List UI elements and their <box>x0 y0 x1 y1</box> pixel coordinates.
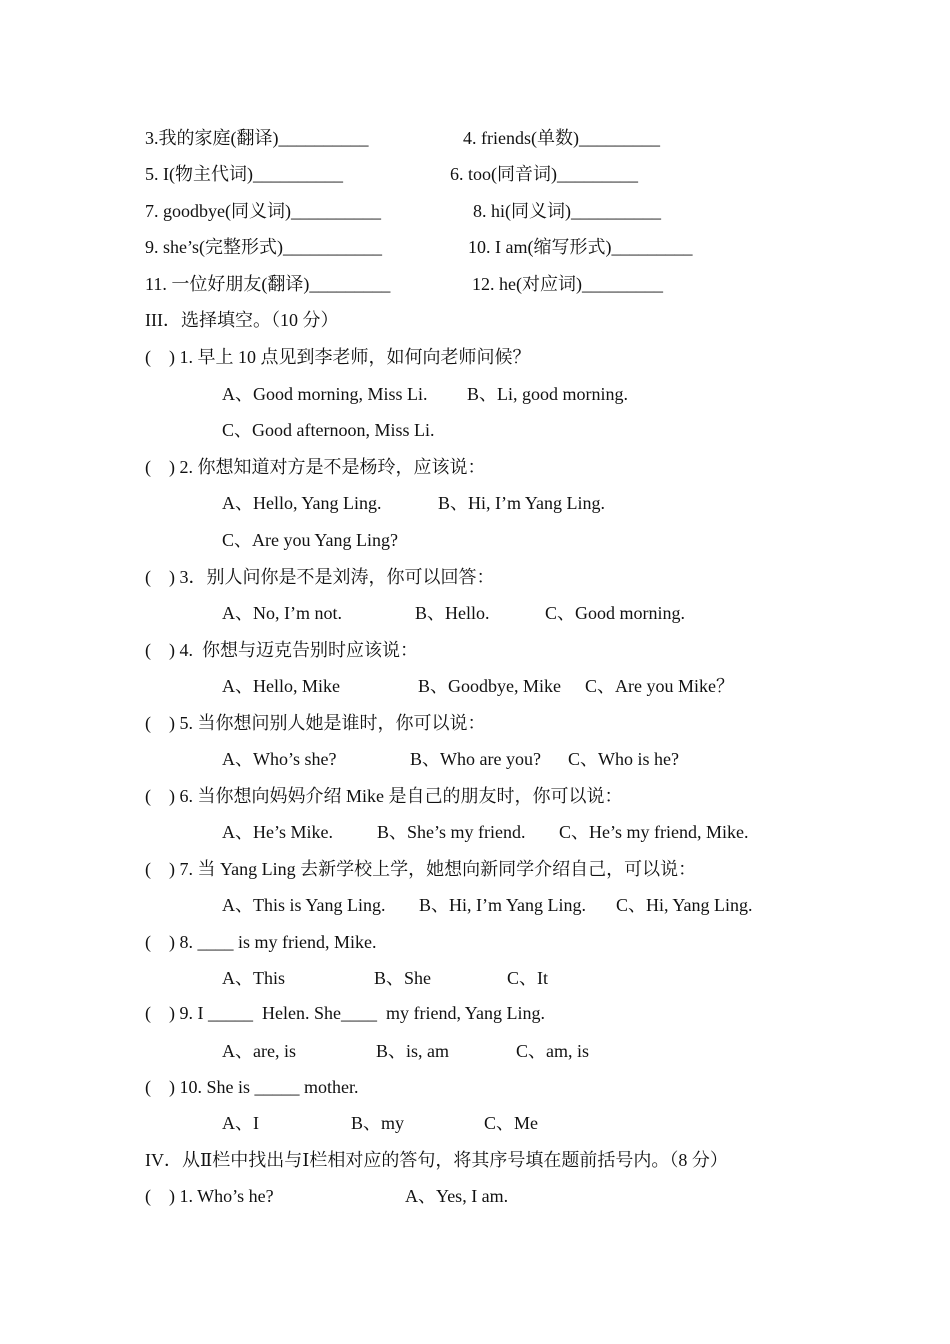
q6-option-c: C、He’s my friend, Mike. <box>559 822 749 842</box>
section-4-heading: IV．从Ⅱ栏中找出与Ⅰ栏相对应的答句，将其序号填在题前括号内。（8 分） <box>145 1150 728 1170</box>
q9-option-c: C、am, is <box>516 1041 590 1061</box>
q6-option-b: B、She’s my friend. <box>377 822 526 842</box>
section-3-heading: III．选择填空。（10 分） <box>145 310 339 330</box>
q6-option-a: A、He’s Mike. <box>222 822 333 842</box>
question-2: ( ) 2. 你想知道对方是不是杨玲，应该说： <box>145 457 486 477</box>
vocab-item-3: 3.我的家庭(翻译)__________ <box>145 128 369 148</box>
q7-option-c: C、Hi, Yang Ling. <box>616 895 753 915</box>
question-4: ( ) 4. 你想与迈克告别时应该说： <box>145 640 418 660</box>
q7-option-b: B、Hi, I’m Yang Ling. <box>419 895 587 915</box>
question-7: ( ) 7. 当 Yang Ling 去新学校上学，她想向新同学介绍自己，可以说： <box>145 859 697 879</box>
vocab-item-9: 9. she’s(完整形式)___________ <box>145 237 382 257</box>
matching-item-1: ( ) 1. Who’s he? <box>145 1186 274 1206</box>
q1-option-b: B、Li, good morning. <box>467 384 628 404</box>
q10-option-c: C、Me <box>484 1113 538 1133</box>
q8-option-a: A、This <box>222 968 285 988</box>
q3-option-c: C、Good morning. <box>545 603 686 623</box>
vocab-item-7: 7. goodbye(同义词)__________ <box>145 201 381 221</box>
q5-option-b: B、Who are you? <box>410 749 541 769</box>
q8-option-c: C、It <box>507 968 549 988</box>
vocab-item-12: 12. he(对应词)_________ <box>472 274 663 294</box>
question-10: ( ) 10. She is _____ mother. <box>145 1077 359 1097</box>
q1-option-c: C、Good afternoon, Miss Li. <box>222 420 435 440</box>
question-3: ( ) 3．别人问你是不是刘涛，你可以回答： <box>145 567 495 587</box>
question-9: ( ) 9. I _____ Helen. She____ my friend, Yang Ling. <box>145 1003 545 1023</box>
vocab-item-10: 10. I am(缩写形式)_________ <box>468 237 693 257</box>
vocab-item-5: 5. I(物主代词)__________ <box>145 164 343 184</box>
q2-option-a: A、Hello, Yang Ling. <box>222 493 382 513</box>
q7-option-a: A、This is Yang Ling. <box>222 895 386 915</box>
q5-option-a: A、Who’s she? <box>222 749 337 769</box>
question-6: ( ) 6. 当你想向妈妈介绍 Mike 是自己的朋友时，你可以说： <box>145 786 623 806</box>
q4-option-c: C、Are you Mike？ <box>585 676 734 696</box>
q2-option-c: C、Are you Yang Ling? <box>222 530 398 550</box>
vocab-item-6: 6. too(同音词)_________ <box>450 164 638 184</box>
q4-option-a: A、Hello, Mike <box>222 676 340 696</box>
question-1: ( ) 1. 早上 10 点见到李老师，如何向老师问候？ <box>145 347 531 367</box>
q10-option-a: A、I <box>222 1113 259 1133</box>
q3-option-a: A、No, I’m not. <box>222 603 342 623</box>
vocab-item-11: 11. 一位好朋友(翻译)_________ <box>145 274 391 294</box>
vocab-item-4: 4. friends(单数)_________ <box>463 128 660 148</box>
q9-option-b: B、is, am <box>376 1041 450 1061</box>
vocab-item-8: 8. hi(同义词)__________ <box>473 201 661 221</box>
q1-option-a: A、Good morning, Miss Li. <box>222 384 428 404</box>
q2-option-b: B、Hi, I’m Yang Ling. <box>438 493 606 513</box>
q9-option-a: A、are, is <box>222 1041 296 1061</box>
question-8: ( ) 8. ____ is my friend, Mike. <box>145 932 377 952</box>
matching-answer-a: A、Yes, I am. <box>405 1186 509 1206</box>
q5-option-c: C、Who is he? <box>568 749 679 769</box>
q4-option-b: B、Goodbye, Mike <box>418 676 561 696</box>
q3-option-b: B、Hello. <box>415 603 490 623</box>
q8-option-b: B、She <box>374 968 432 988</box>
question-5: ( ) 5. 当你想问别人她是谁时，你可以说： <box>145 713 486 733</box>
q10-option-b: B、my <box>351 1113 405 1133</box>
